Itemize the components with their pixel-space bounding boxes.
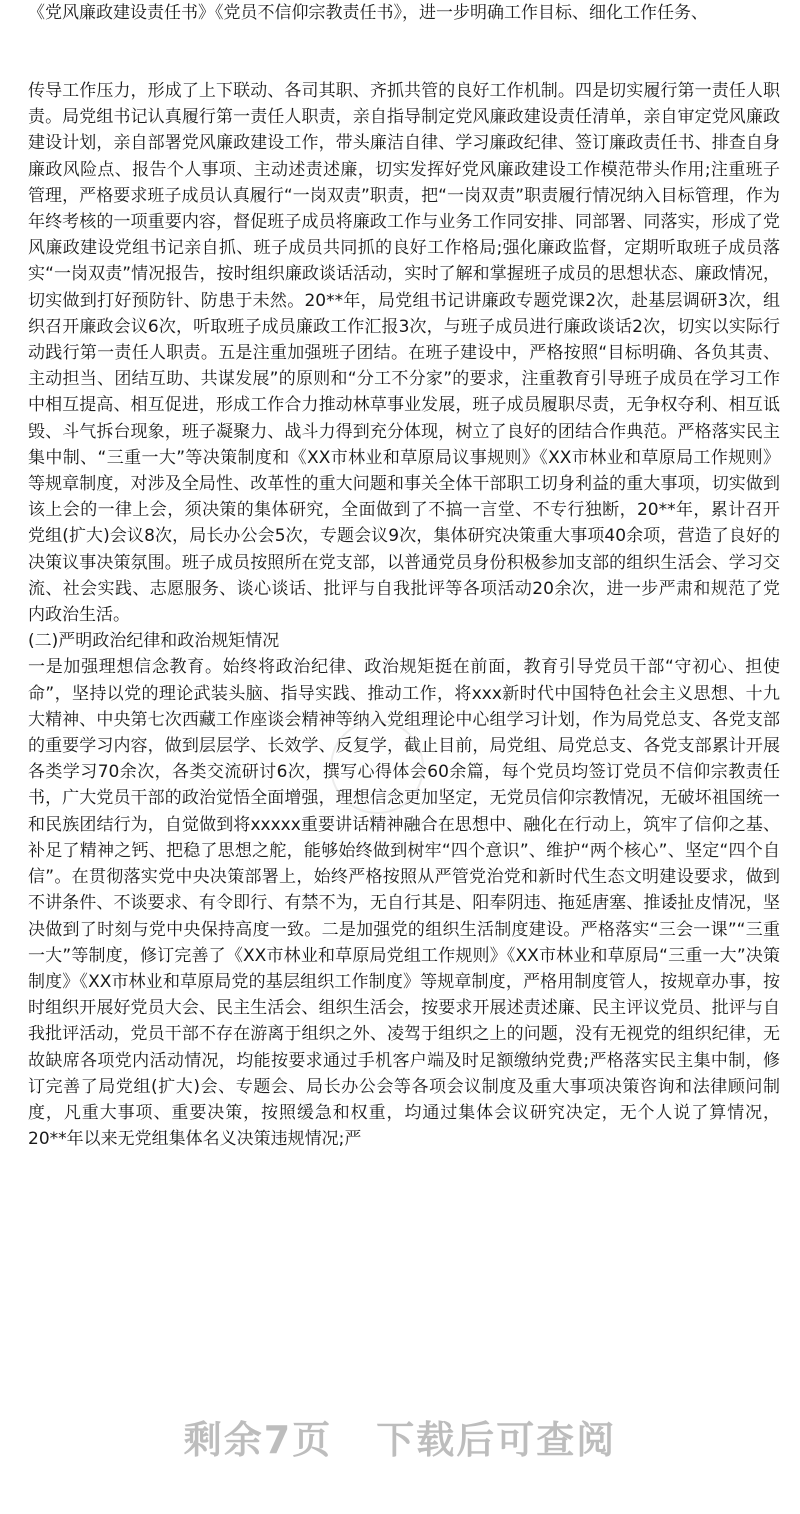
document-body xyxy=(28,78,780,1152)
download-hint-label: 下载后可查阅 xyxy=(376,1418,617,1462)
remaining-pages-label: 剩余7页 xyxy=(183,1418,333,1462)
section-heading: (二)严明政治纪律和政治规矩情况 xyxy=(28,631,280,652)
download-prompt-button[interactable] xyxy=(0,1395,800,1485)
previous-page-tail: 《党风廉政建设责任书》《党员不信仰宗教责任书》，进一步明确工作目标、细化工作任务、 xyxy=(28,3,708,23)
body-paragraph: 一是加强理想信念教育。始终将政治纪律、政治规矩挺在前面，教育引导党员干部“守初心、担使命”，坚持以党的理论武装头脑、指导实践、推动工作，将xxx新时代中国特色社会主义思想、十九大精神、中央第七次西藏工作座谈会精神等纳入党组理论中心组学习计划，作为局党总支、各党支部的重要学习内容，做到层层学、长效学、反复学，截止目前，局党组、局党总支、各党支部累计开展各类学习70余次，各类交流研讨6次，撰写心得体会60余篇，每个党员均签订党员不信仰宗教责任书，广大党员干部的政治觉悟全面增强，理想信念更加坚定，无党员信仰宗教情况，无破坏祖国统一和民族团结行为，自觉做到将xxxxx重要讲话精神融合在思想中、融化在行动上，筑牢了信仰之基、补足了精神之钙、把稳了思想之舵，能够始终做到树牢“四个意识”、维护“两个核心”、坚定“四个自信”。在贯彻落实党中央决策部署上，始终严格按照从严管党治党和新时代生态文明建设要求，做到不讲条件、不谈要求、有令即行、有禁不为，无自行其是、阳奉阴违、拖延唐塞、推诿扯皮情况，坚决做到了时刻与党中央保持高度一致。二是加强党的组织生活制度建设。严格落实“三会一课”“三重一大”等制度，修订完善了《XX市林业和草原局党组工作规则》《XX市林业和草原局“三重一大”决策制度》《XX市林业和草原局党的基层组织工作制度》等规章制度，严格用制度管人，按规章办事，按时组织开展好党员大会、民主生活会、组织生活会，按要求开展述责述廉、民主评议党员、批评与自我批评活动，党员干部不存在游离于组织之外、凌驾于组织之上的问题，没有无视党的组织纪律，无故缺席各项党内活动情况，均能按要求通过手机客户端及时足额缴纳党费;严格落实民主集中制，修订完善了局党组(扩大)会、专题会、局长办公会等各项会议制度及重大事项决策咨询和法律顾问制度，凡重大事项、重要决策，按照缓急和权重，均通过集体会议研究决定，无个人说了算情况，20**年以来无党组集体名义决策违规情况;严 xyxy=(28,657,780,1150)
body-paragraph: 传导工作压力，形成了上下联动、各司其职、齐抓共管的良好工作机制。四是切实履行第一责任人职责。局党组书记认真履行第一责任人职责，亲自指导制定党风廉政建设责任清单，亲自审定党风廉政建设计划，亲自部署党风廉政建设工作，带头廉洁自律、学习廉政纪律、签订廉政责任书、排查自身廉政风险点、报告个人事项、主动述责述廉，切实发挥好党风廉政建设工作模范带头作用;注重班子管理，严格要求班子成员认真履行“一岗双责”职责，把“一岗双责”职责履行情况纳入目标管理，作为年终考核的一项重要内容，督促班子成员将廉政工作与业务工作同安排、同部署、同落实，形成了党风廉政建设党组书记亲自抓、班子成员共同抓的良好工作格局;强化廉政监督，定期听取班子成员落实“一岗双责”情况报告，按时组织廉政谈话活动，实时了解和掌握班子成员的思想状态、廉政情况，切实做到打好预防针、防患于未然。20**年，局党组书记讲廉政专题党课2次，赴基层调研3次，组织召开廉政会议6次，听取班子成员廉政工作汇报3次，与班子成员进行廉政谈话2次，切实以实际行动践行第一责任人职责。五是注重加强班子团结。在班子建设中，严格按照“目标明确、各负其责、主动担当、团结互助、共谋发展”的原则和“分工不分家”的要求，注重教育引导班子成员在学习工作中相互提高、相互促进，形成工作合力推动林草事业发展，班子成员履职尽责，无争权夺利、相互诋毁、斗气拆台现象，班子凝聚力、战斗力得到充分体现，树立了良好的团结合作典范。严格落实民主集中制、“三重一大”等决策制度和《XX市林业和草原局议事规则》《XX市林业和草原局工作规则》等规章制度，对涉及全局性、改革性的重大问题和事关全体干部职工切身利益的重大事项，切实做到该上会的一律上会，须决策的集体研究，全面做到了不搞一言堂、不专行独断，20**年，累计召开党组(扩大)会议8次，局长办公会5次，专题会议9次，集体研究决策重大事项40余项，营造了良好的决策议事决策氛围。班子成员按照所在党支部，以普通党员身份积极参加支部的组织生活会、学习交流、社会实践、志愿服务、谈心谈话、批评与自我批评等各项活动20余次，进一步严肃和规范了党内政治生活。 xyxy=(28,81,780,626)
